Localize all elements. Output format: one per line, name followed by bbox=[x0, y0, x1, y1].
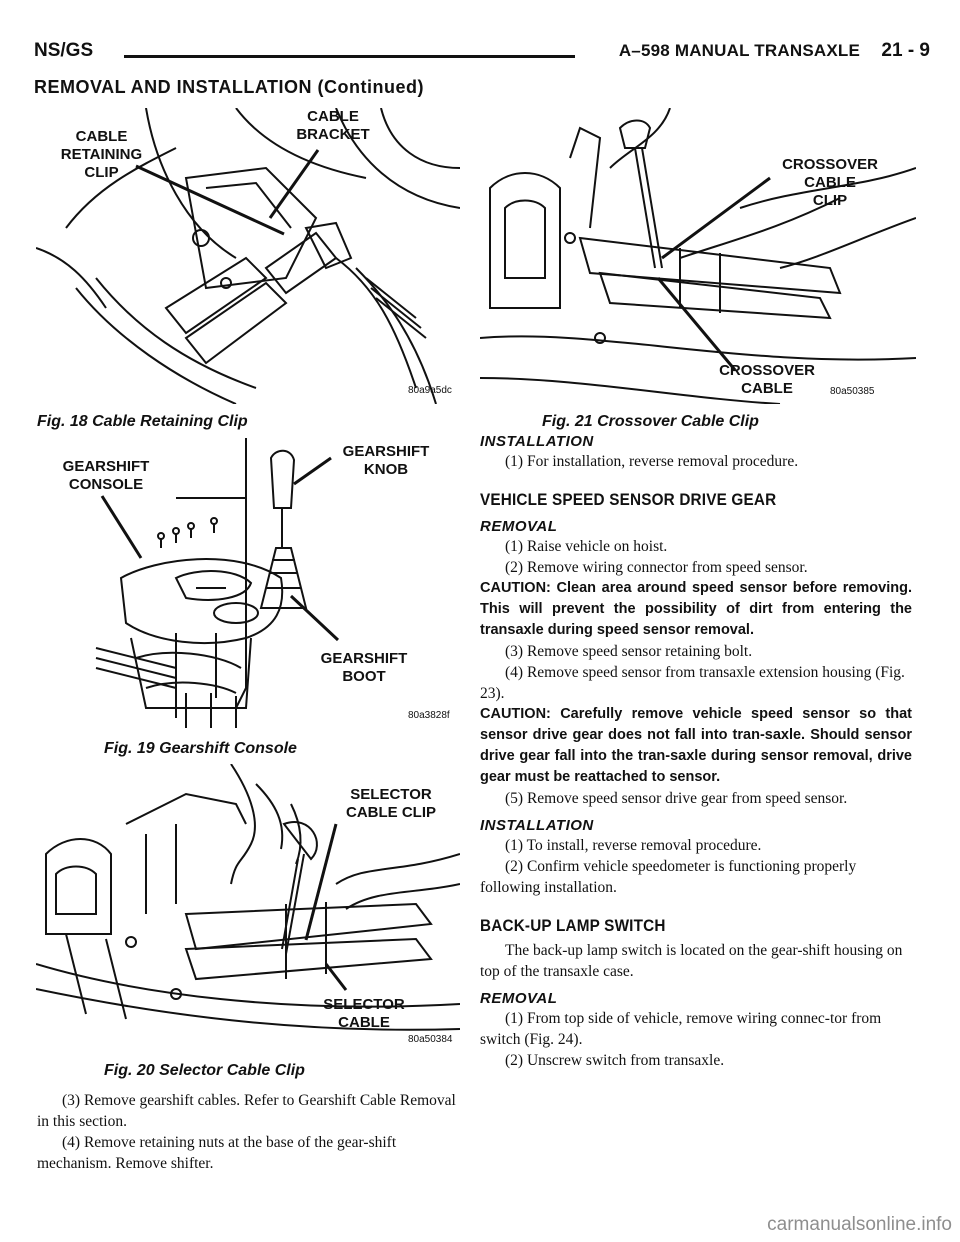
figure-20 bbox=[36, 764, 460, 1054]
paragraph: (2) Remove wiring connector from speed sensor. bbox=[505, 559, 808, 576]
paragraph: (5) Remove speed sensor drive gear from speed sensor. bbox=[505, 790, 848, 807]
figure-code: 80a3828f bbox=[408, 710, 450, 721]
label-gearshift-boot: GEARSHIFT BOOT bbox=[320, 650, 408, 685]
backup-heading: BACK-UP LAMP SWITCH bbox=[480, 916, 666, 935]
label-crossover-cable-clip: CROSSOVER CABLE CLIP bbox=[782, 156, 878, 209]
label-gearshift-console: GEARSHIFT CONSOLE bbox=[62, 458, 150, 493]
label-gearshift-knob: GEARSHIFT KNOB bbox=[342, 443, 430, 478]
header-title: A–598 MANUAL TRANSAXLE bbox=[618, 41, 860, 60]
paragraph: (3) Remove gearshift cables. Refer to Gearshift Cable Removal in this section. bbox=[37, 1092, 456, 1130]
figure-code: 80a50385 bbox=[830, 386, 875, 397]
caution-note: CAUTION: Clean area around speed sensor before removing. This will prevent the possibility of dirt from entering the transaxle during speed sensor removal. bbox=[480, 580, 912, 638]
paragraph: (1) Raise vehicle on hoist. bbox=[505, 538, 668, 555]
crossover-cable-clip-illustration bbox=[480, 108, 916, 404]
left-column-text bbox=[37, 1090, 459, 1174]
paragraph: (2) Confirm vehicle speedometer is functioning properly following installation. bbox=[480, 858, 857, 896]
section-title: REMOVAL AND INSTALLATION (Continued) bbox=[34, 77, 424, 97]
paragraph: (2) Unscrew switch from transaxle. bbox=[505, 1052, 725, 1069]
removal-heading: REMOVAL bbox=[480, 990, 558, 1007]
label-crossover-cable: CROSSOVER CABLE bbox=[719, 362, 815, 397]
figure-21-caption: Fig. 21 Crossover Cable Clip bbox=[542, 413, 759, 430]
paragraph: (1) To install, reverse removal procedure. bbox=[505, 837, 762, 854]
vss-heading: VEHICLE SPEED SENSOR DRIVE GEAR bbox=[480, 490, 777, 509]
page-number: 21 - 9 bbox=[881, 40, 930, 61]
header-rule bbox=[124, 55, 575, 58]
paragraph: (1) For installation, reverse removal procedure. bbox=[505, 453, 799, 470]
watermark-footer: carmanualsonline.info bbox=[767, 1214, 952, 1235]
label-selector-cable: SELECTOR CABLE bbox=[323, 996, 405, 1031]
figure-21 bbox=[480, 108, 916, 404]
header-model: NS/GS bbox=[34, 40, 94, 61]
paragraph: (1) From top side of vehicle, remove wiring connec-tor from switch (Fig. 24). bbox=[480, 1010, 882, 1048]
figure-18 bbox=[36, 108, 460, 404]
running-header bbox=[34, 40, 930, 70]
paragraph: (4) Remove speed sensor from transaxle extension housing (Fig. 23). bbox=[480, 664, 905, 702]
paragraph: (3) Remove speed sensor retaining bolt. bbox=[505, 643, 753, 660]
figure-20-caption: Fig. 20 Selector Cable Clip bbox=[104, 1062, 305, 1079]
figure-19 bbox=[36, 438, 460, 733]
figure-18-caption: Fig. 18 Cable Retaining Clip bbox=[37, 413, 248, 430]
right-column-text bbox=[480, 433, 912, 1071]
label-selector-cable-clip: SELECTOR CABLE CLIP bbox=[346, 786, 436, 821]
caution-note: CAUTION: Carefully remove vehicle speed sensor so that sensor drive gear does not fall into tran-saxle. Should sensor drive gear fall into the tran-saxle during sensor removal, drive gear must be reattached to sensor. bbox=[480, 706, 912, 785]
paragraph: The back-up lamp switch is located on the gear-shift housing on top of the transaxle case. bbox=[480, 942, 903, 980]
figure-19-caption: Fig. 19 Gearshift Console bbox=[104, 740, 297, 757]
installation-heading: INSTALLATION bbox=[480, 433, 594, 450]
figure-code: 80a9a5dc bbox=[408, 385, 452, 396]
label-cable-retaining-clip: CABLE RETAINING CLIP bbox=[60, 128, 143, 181]
label-cable-bracket: CABLE BRACKET bbox=[296, 108, 370, 143]
removal-heading: REMOVAL bbox=[480, 518, 558, 535]
figure-code: 80a50384 bbox=[408, 1034, 453, 1045]
paragraph: (4) Remove retaining nuts at the base of the gear-shift mechanism. Remove shifter. bbox=[37, 1134, 397, 1172]
installation-heading: INSTALLATION bbox=[480, 817, 594, 834]
